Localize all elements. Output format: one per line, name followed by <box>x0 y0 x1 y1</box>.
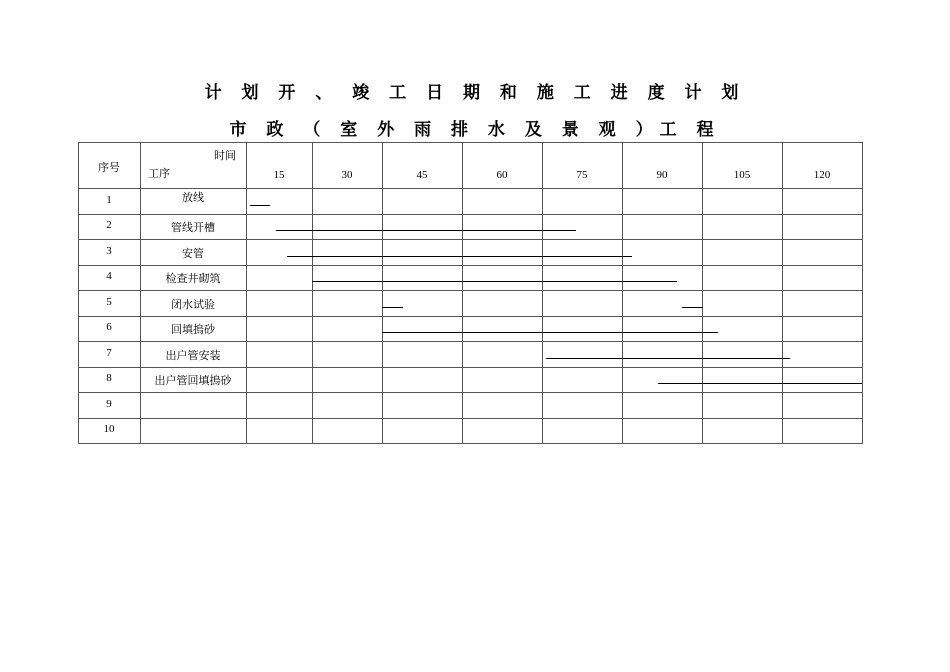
row-task: 回填摀砂 <box>171 323 215 336</box>
row-number: 4 <box>106 270 112 282</box>
grid-hline <box>78 367 863 368</box>
schedule-table <box>78 142 862 443</box>
row-number: 1 <box>106 194 112 206</box>
header-diagonal <box>140 142 246 188</box>
row-task: 闭水试验 <box>171 298 215 311</box>
grid-hline <box>78 392 863 393</box>
document-subtitle: 市 政 （ 室 外 雨 排 水 及 景 观 ）工 程 <box>229 120 721 140</box>
day-header-75: 75 <box>576 169 588 181</box>
gantt-bar <box>382 332 718 333</box>
row-task: 出户管回填摀砂 <box>154 374 232 387</box>
day-header-90: 90 <box>656 169 668 181</box>
row-task: 安管 <box>182 247 204 260</box>
grid-hline <box>78 214 863 215</box>
row-number: 8 <box>106 372 112 384</box>
day-header-15: 15 <box>273 169 285 181</box>
gantt-bar <box>382 307 403 308</box>
grid-hline <box>78 443 863 444</box>
row-number: 7 <box>106 347 112 359</box>
row-number: 3 <box>106 245 112 257</box>
row-number: 9 <box>106 398 112 410</box>
row-task: 放线 <box>182 191 204 204</box>
day-header-120: 120 <box>813 169 831 181</box>
grid-hline <box>78 239 863 240</box>
row-number: 5 <box>106 296 112 308</box>
gantt-bar <box>658 383 862 384</box>
grid-hline <box>78 290 863 291</box>
grid-hline <box>78 188 863 189</box>
gantt-bar <box>546 358 790 359</box>
day-header-45: 45 <box>416 169 428 181</box>
time-header: 时间 <box>214 149 236 162</box>
grid-hline <box>78 265 863 266</box>
gantt-bar <box>682 307 703 308</box>
grid-hline <box>78 316 863 317</box>
gantt-bar <box>276 230 576 231</box>
row-task: 出户管安装 <box>165 349 221 362</box>
gantt-bar <box>312 281 677 282</box>
day-header-60: 60 <box>496 169 508 181</box>
day-header-105: 105 <box>733 169 751 181</box>
grid-hline <box>78 418 863 419</box>
gantt-bar <box>250 205 270 206</box>
seq-header: 序号 <box>98 161 120 174</box>
grid-hline <box>78 341 863 342</box>
row-number: 10 <box>103 423 115 435</box>
row-task: 检查井砌筑 <box>165 272 221 285</box>
row-number: 2 <box>106 219 112 231</box>
row-number: 6 <box>106 321 112 333</box>
gantt-bar <box>287 256 632 257</box>
document-title: 计 划 开 、 竣 工 日 期 和 施 工 进 度 计 划 <box>204 83 746 103</box>
day-header-30: 30 <box>341 169 353 181</box>
grid-hline <box>78 142 863 143</box>
row-task: 管线开槽 <box>171 221 215 234</box>
process-header: 工序 <box>148 167 170 180</box>
